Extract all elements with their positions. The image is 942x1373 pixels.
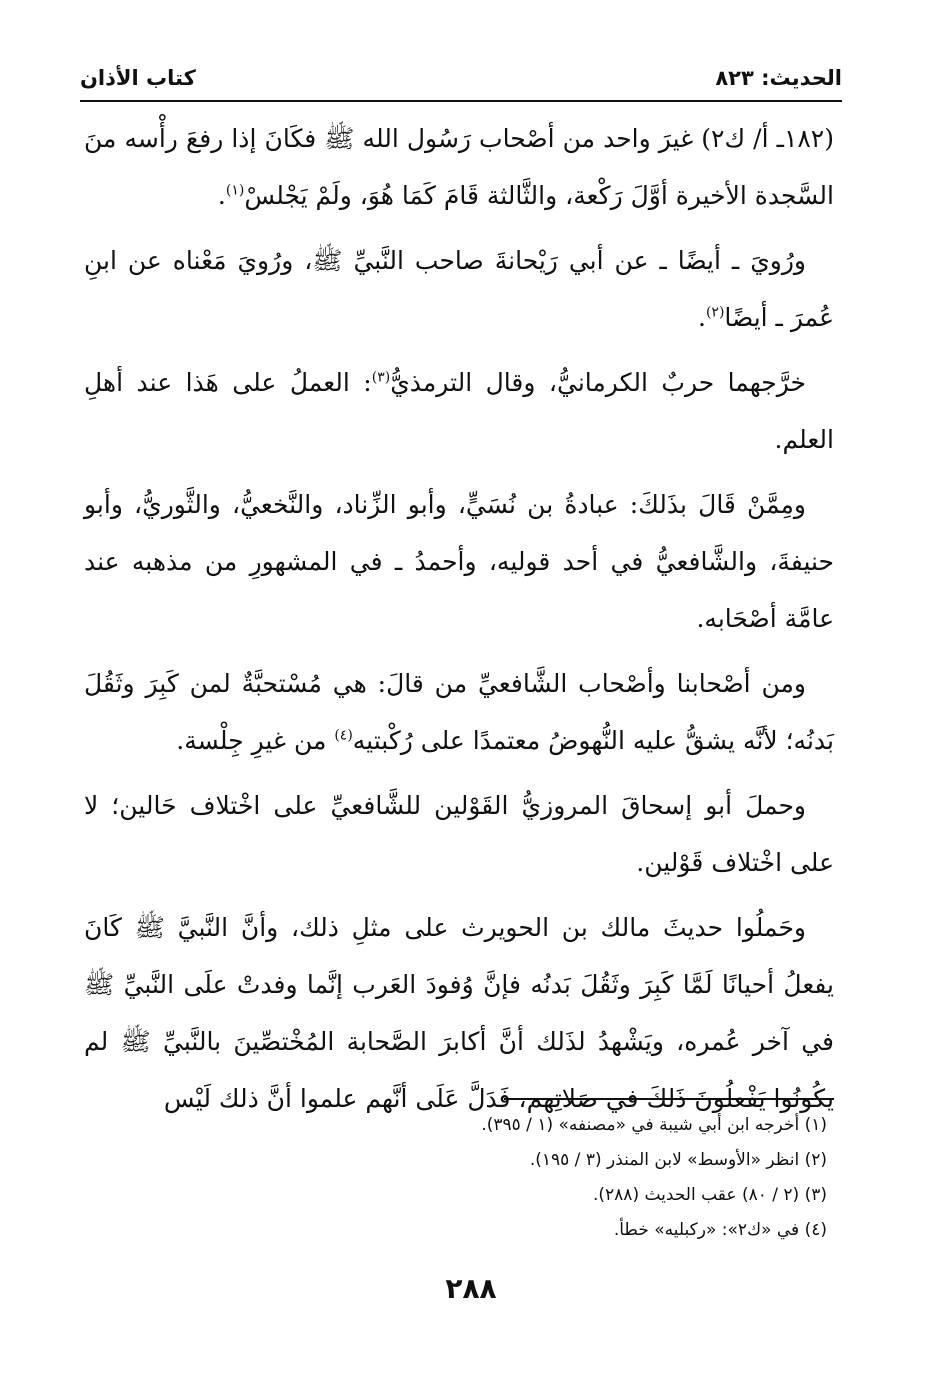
footnote-4: (٤) في «ك٢»: «ركبليه» خطأ. <box>613 1220 827 1240</box>
footnotes <box>300 1108 827 1248</box>
paragraph-3: خرَّجهما حربٌ الكرمانيُّ، وقال الترمذيُّ$^{(٣)}$: العملُ على هَذا عند أهلِ العلم. <box>84 368 834 454</box>
footnote-divider <box>504 1098 834 1100</box>
paragraph-7: وحَملُوا حديثَ مالك بن الحويرث على مثلِ ذلك، وأنَّ النَّبيَّ ﷺ كَانَ يفعلُ أحيانًا لَمَّا كَبِرَ وثَقُلَ بَدنُه فإنَّ وُفودَ العَرب إنَّما وفدتْ علَى النَّبيِّ ﷺ في آخر عُمره، ويَشْهدُ لذَلك أنَّ أكابرَ الصَّحابة المُخْتصِّينَ بالنَّبيِّ ﷺ لم يكُونُوا يَفْعلُونَ ذَلكَ في صَلاتِهم، فَدَلَّ عَلَى أنَّهم علموا أنَّ ذلك لَيْس <box>84 913 834 1113</box>
paragraph-6: وحملَ أبو إسحاقَ المروزيُّ القَوْلين للشَّافعيِّ على اخْتلاف حَالين؛ لا على اخْتلاف قَوْلين. <box>84 791 834 877</box>
footnote-1: (١) أخرجه ابن أبي شيبة في «مصنفه» (١ / ٣٩٥). <box>481 1115 827 1135</box>
footnote-2: (٢) انظر «الأوسط» لابن المنذر (٣ / ١٩٥). <box>529 1150 827 1170</box>
chapter-title: كتاب الأذان <box>80 66 196 90</box>
running-header <box>80 60 842 96</box>
paragraph-4: ومِمَّنْ قَالَ بذَلكَ: عبادةُ بن نُسَيٍّ، وأبو الزِّناد، والنَّخعيُّ، والثَّوريُّ، وأبو حنيفةَ، والشَّافعيُّ في أحد قوليه، وأحمدُ ـ في المشهورِ من مذهبه عند عامَّة أصْحَابه. <box>84 490 834 633</box>
main-text <box>84 110 834 1135</box>
paragraph-5: ومن أصْحابنا وأصْحاب الشَّافعيِّ من قالَ: هي مُسْتحبَّةٌ لمن كَبِرَ وثَقُلَ بَدنُه؛ لأنَّه يشقُّ عليه النُّهوضُ معتمدًا على رُكْبتيه$^{(٤)}$ من غيرِ جِلْسة. <box>84 669 834 755</box>
hadith-number-label: الحديث: ٨٢٣ <box>715 66 842 90</box>
page-number: ٢٨٨ <box>445 1272 497 1305</box>
footnote-ref-1: (١) <box>225 182 245 199</box>
footnote-ref-4: (٤) <box>334 727 353 744</box>
footnote-ref-3: (٣) <box>371 369 391 386</box>
footnote-3: (٣) (٢ / ٨٠) عقب الحديث (٢٨٨). <box>593 1185 827 1205</box>
paragraph-1: (١٨٢ـ أ/ ك٢) غيرَ واحد من أصْحاب رَسُول الله ﷺ فكَانَ إذا رفعَ رأْسه منَ السَّجدة الأخيرة أوَّلَ رَكْعة، والثَّالثة قَامَ كَمَا هُوَ، ولَمْ يَجْلسْ$^{(١)}$. <box>84 124 834 210</box>
paragraph-2: ورُويَ ـ أيضًا ـ عن أبي رَيْحانةَ صاحب النَّبيِّ ﷺ، ورُويَ مَعْناه عن ابنِ عُمرَ ـ أيضًا$^{(٢)}$. <box>84 246 834 332</box>
footnote-ref-2: (٢) <box>705 304 725 321</box>
header-divider <box>80 100 842 102</box>
